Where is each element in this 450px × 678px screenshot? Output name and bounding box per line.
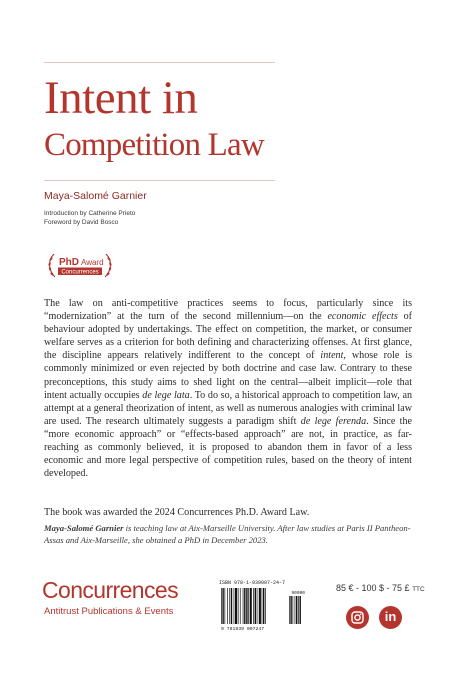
award-word: Award: [81, 258, 104, 267]
barcode-bar: [257, 588, 258, 624]
linkedin-button[interactable]: [379, 606, 402, 629]
barcode-bar: [244, 588, 245, 624]
bio-author-name: Maya-Salomé Garnier: [44, 523, 124, 533]
barcode-bar: [240, 588, 241, 624]
phd-award-badge: [46, 250, 114, 280]
book-summary: The law on anti-competitive practices seems to focus, particularly since its “modernization” at the turn of the second millennium—on the economic effects of behaviour adopted by undertakings. The effect on competition, the market, or consumer welfare serves as a criterion for both defining and characterizing offenses. At first glance, the discipline appears relatively indifferent to the concept of intent, whose role is commonly minimized or even rejected by both doctrine and case law. Contrary to these preconceptions, this study aims to shed light on the central—albeit implicit—role that intent actually occupies de lege lata. To do so, a historical approach to competition law, an attempt at a general theorization of intent, as well as numerous analogies with criminal law are used. The research ultimately suggests a paradigm shift de lege ferenda. Since the “more economic approach” or “effects-based approach” are not, in practice, as far-reaching as commonly believed, it is proposed to abandon them in favor of a less economic and more legal perspective of competition rules, based on the theory of intent developed.: [44, 298, 412, 480]
award-brand: Concurrences: [61, 269, 99, 276]
barcode-bar: [231, 588, 232, 624]
barcode-addon-bar: [298, 596, 299, 624]
book-title-line2: Competition Law: [44, 127, 264, 163]
title-divider: [44, 180, 275, 181]
barcode-bar: [243, 588, 244, 624]
author-name: Maya-Salomé Garnier: [44, 190, 147, 202]
barcode-bar: [229, 588, 230, 624]
barcode-bar: [235, 588, 237, 624]
introduction-credit: Introduction by Catherine Prieto: [44, 210, 136, 217]
bio-text: is teaching law at Aix-Marseille University. After law studies at Paris II Pantheon-Assas and Aix-Marseille, she obtained a PhD in December 2023.: [44, 523, 411, 545]
barcode-bar: [227, 588, 228, 624]
instagram-icon: [346, 606, 369, 629]
barcode-bar: [221, 588, 222, 624]
barcode-addon-bar: [300, 596, 301, 624]
foreword-credit: Foreword by David Bosco: [44, 219, 119, 226]
award-statement: The book was awarded the 2024 Concurrences Ph.D. Award Law.: [44, 507, 310, 518]
barcode-bars: [219, 580, 307, 632]
barcode-bar: [253, 588, 254, 624]
barcode-bar: [265, 588, 266, 624]
barcode-addon-bar: [296, 596, 297, 624]
top-divider: [44, 62, 275, 63]
barcode-bar: [248, 588, 249, 624]
barcode-addon-bar: [293, 596, 294, 624]
barcode-bar: [262, 588, 263, 624]
award-phd: PhD: [59, 257, 79, 268]
publisher-logo: Concurrences: [42, 577, 178, 603]
barcode-bar: [259, 588, 261, 624]
barcode-bar: [225, 588, 226, 624]
barcode-bar: [234, 588, 235, 624]
barcode-addon-bar: [289, 596, 290, 624]
barcode-bar: [263, 588, 264, 624]
barcode-addon: 90000: [291, 591, 305, 596]
price: 85 € - 100 $ - 75 £ TTC: [336, 583, 425, 593]
isbn-barcode: [219, 580, 307, 632]
isbn-text: ISBN 978-1-939007-24-7: [219, 580, 286, 586]
author-bio: [44, 523, 412, 546]
barcode-digits: 9 781939 007247: [221, 627, 265, 632]
book-title-line1: Intent in: [44, 72, 198, 124]
barcode-bar: [246, 588, 247, 624]
barcode-bar: [222, 588, 223, 624]
barcode-bar: [250, 588, 252, 624]
publisher-tagline: Antitrust Publications & Events: [44, 606, 174, 617]
barcode-bar: [238, 588, 239, 624]
barcode-addon-bar: [290, 596, 291, 624]
barcode-addon-bar: [295, 596, 296, 624]
barcode-bar: [255, 588, 256, 624]
linkedin-icon: in: [384, 609, 397, 624]
instagram-button[interactable]: [346, 606, 369, 629]
